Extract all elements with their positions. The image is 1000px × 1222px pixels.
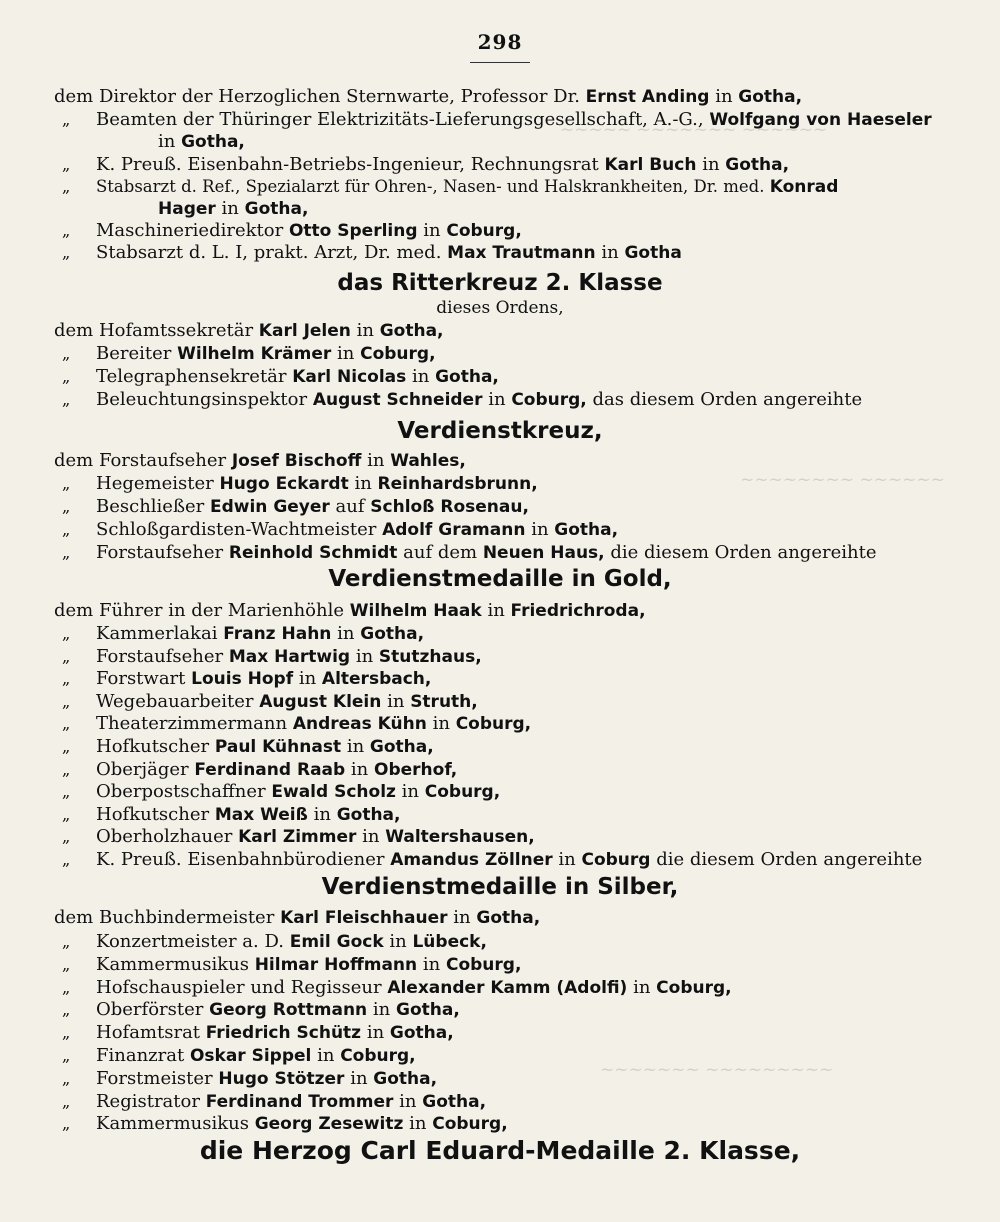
person-name: Reinhold Schmidt <box>228 543 398 563</box>
person-name: Ewald Scholz <box>271 782 396 803</box>
place-name: Coburg <box>581 850 651 870</box>
place-name: Coburg, <box>446 221 522 241</box>
place-name: Wahles, <box>390 451 466 471</box>
bleed-through-decoration: ~~~~~~~ ~~~~~~~~~ <box>600 1060 834 1080</box>
section-heading: das Ritterkreuz 2. Klasse <box>337 270 663 296</box>
place-name: Gotha <box>624 243 682 263</box>
entry-line: „ Hofkutscher Paul Kühnast in Gotha, <box>62 736 434 757</box>
entry-line: „ Kammermusikus Hilmar Hoffmann in Coburg, <box>62 953 522 975</box>
person-name: Paul Kühnast <box>214 737 342 757</box>
person-name: Karl Nicolas <box>292 367 407 387</box>
place-name: Gotha, <box>422 1091 487 1112</box>
entry-line: „ Konzertmeister a. D. Emil Gock in Lübeck, <box>62 931 487 952</box>
person-name: Wolfgang von Haeseler <box>709 110 932 130</box>
place-name: Gotha, <box>435 367 499 387</box>
entry-line: „ Kammerlakai Franz Hahn in Gotha, <box>62 623 425 644</box>
entry-line: „ Forstaufseher Reinhold Schmidt auf dem Neuen Haus, die diesem Orden angereihte <box>62 542 877 563</box>
place-name: Gotha, <box>369 737 434 757</box>
person-name: Otto Sperling <box>288 221 418 241</box>
place-name: Gotha, <box>738 87 803 107</box>
place-name: Gotha, <box>476 908 541 928</box>
person-name: Karl Buch <box>604 155 697 175</box>
entry-line: „ Registrator Ferdinand Trommer in Gotha, <box>62 1090 487 1112</box>
place-name: Coburg, <box>360 344 436 364</box>
person-name: Amandus Zöllner <box>390 850 553 870</box>
entry-line: „ Oberförster Georg Rottmann in Gotha, <box>62 999 460 1021</box>
entry-line: „ Hegemeister Hugo Eckardt in Reinhardsbrunn, <box>62 473 538 494</box>
place-name: Altersbach, <box>321 669 432 690</box>
place-name: Schloß Rosenau, <box>370 497 529 517</box>
person-name: Max Weiß <box>214 804 308 825</box>
person-name: Adolf Gramann <box>382 520 526 540</box>
place-name: Struth, <box>410 691 478 712</box>
entry-line: „ Bereiter Wilhelm Krämer in Coburg, <box>62 343 436 364</box>
entry-line: „ Beleuchtungsinspektor August Schneider in Coburg, das diesem Orden angereihte <box>62 389 863 410</box>
place-name: Friedrichroda, <box>510 601 646 621</box>
person-name: Hugo Eckardt <box>219 474 349 494</box>
place-name: Gotha, <box>336 804 401 825</box>
section-heading: die Herzog Carl Eduard-Medaille 2. Klasse, <box>199 1136 801 1165</box>
person-name: Karl Fleischhauer <box>280 908 448 928</box>
entry-line: dem Buchbindermeister Karl Fleischhauer in Gotha, <box>54 907 541 928</box>
entry-line: „ Finanzrat Oskar Sippel in Coburg, <box>62 1045 416 1066</box>
place-name: Coburg, <box>455 714 532 735</box>
person-name: Hager <box>158 199 216 219</box>
place-name: Gotha, <box>554 520 619 540</box>
section-heading: Verdienstmedaille in Gold, <box>328 566 672 592</box>
entry-line: „ Beamten der Thüringer Elektrizitäts-Lieferungsgesellschaft, A.-G., Wolfgang von Haeseler <box>62 109 932 130</box>
person-name: Hugo Stötzer <box>218 1068 345 1089</box>
place-name: Reinhardsbrunn, <box>377 474 538 494</box>
entry-line: „ Theaterzimmermann Andreas Kühn in Coburg, <box>62 713 532 735</box>
entry-line: „ Wegebauarbeiter August Klein in Struth, <box>62 690 478 712</box>
entry-line: dem Direktor der Herzoglichen Sternwarte, Professor Dr. Ernst Anding in Gotha, <box>54 86 803 107</box>
section-heading: Verdienstmedaille in Silber, <box>321 874 679 900</box>
person-name: Ernst Anding <box>585 87 710 107</box>
entry-line: „ Oberjäger Ferdinand Raab in Oberhof, <box>62 758 458 780</box>
entry-continuation: in Gotha, <box>158 131 245 152</box>
place-name: Oberhof, <box>374 759 458 780</box>
place-name: Neuen Haus, <box>482 543 605 563</box>
place-name: Gotha, <box>379 321 444 341</box>
person-name: Wilhelm Krämer <box>177 344 332 364</box>
place-name: Coburg, <box>340 1046 416 1066</box>
person-name: August Schneider <box>312 390 483 410</box>
entry-line: „ Maschineriedirektor Otto Sperling in Coburg, <box>62 220 522 241</box>
person-name: Josef Bischoff <box>231 451 362 471</box>
place-name: Lübeck, <box>412 932 487 952</box>
place-name: Gotha, <box>373 1068 438 1089</box>
person-name: Wilhelm Haak <box>349 601 482 621</box>
person-name: Emil Gock <box>289 932 384 952</box>
entry-line: „ Forstmeister Hugo Stötzer in Gotha, <box>62 1067 438 1089</box>
entry-line: „ Hofamtsrat Friedrich Schütz in Gotha, <box>62 1022 454 1044</box>
place-name: Waltershausen, <box>385 827 535 848</box>
person-name: Max Hartwig <box>228 646 351 667</box>
person-name: Karl Jelen <box>258 321 351 341</box>
person-name: Alexander Kamm (Adolfi) <box>387 977 628 998</box>
place-name: Gotha, <box>395 1000 460 1021</box>
person-name: Ferdinand Raab <box>194 759 346 780</box>
place-name: Coburg, <box>511 390 587 410</box>
entry-line: „ Oberholzhauer Karl Zimmer in Waltershausen, <box>62 826 535 848</box>
entry-line: „ Kammermusikus Georg Zesewitz in Coburg, <box>62 1113 508 1135</box>
bleed-through-decoration: ~~~~~ ~~~~~~~ ~~~~~~ <box>560 120 828 140</box>
entry-line: „ K. Preuß. Eisenbahnbürodiener Amandus Zöllner in Coburg die diesem Orden angereihte <box>62 849 923 870</box>
person-name: Andreas Kühn <box>292 714 427 735</box>
place-name: Coburg, <box>656 977 732 998</box>
section-subheading: dieses Ordens, <box>436 298 564 318</box>
person-name: Georg Zesewitz <box>254 1114 404 1135</box>
entry-line: „ Schloßgardisten-Wachtmeister Adolf Gramann in Gotha, <box>62 519 619 540</box>
place-name: Gotha, <box>181 132 245 152</box>
place-name: Stutzhaus, <box>378 646 482 667</box>
entry-line: dem Hofamtssekretär Karl Jelen in Gotha, <box>54 320 444 341</box>
person-name: Franz Hahn <box>223 624 332 644</box>
entry-continuation: Hager in Gotha, <box>158 198 309 219</box>
person-name: Karl Zimmer <box>238 827 357 848</box>
person-name: Friedrich Schütz <box>205 1023 362 1044</box>
person-name: Georg Rottmann <box>209 1000 368 1021</box>
place-name: Gotha, <box>725 155 790 175</box>
entry-line: „ Telegraphensekretär Karl Nicolas in Gotha, <box>62 366 499 387</box>
entry-line: „ Beschließer Edwin Geyer auf Schloß Rosenau, <box>62 496 529 517</box>
person-name: Konrad <box>769 177 839 197</box>
header-rule <box>470 62 530 63</box>
person-name: Oskar Sippel <box>189 1046 312 1066</box>
place-name: Coburg, <box>432 1114 508 1135</box>
entry-line: dem Forstaufseher Josef Bischoff in Wahles, <box>54 450 466 471</box>
place-name: Gotha, <box>360 624 425 644</box>
entry-line: „ Hofschauspieler und Regisseur Alexander Kamm (Adolfi) in Coburg, <box>62 976 732 998</box>
place-name: Gotha, <box>389 1023 454 1044</box>
place-name: Coburg, <box>445 954 522 975</box>
bleed-through-decoration: ~~~~~~~~ ~~~~~~ <box>740 470 945 490</box>
entry-line: dem Führer in der Marienhöhle Wilhelm Haak in Friedrichroda, <box>54 600 646 621</box>
entry-line: „ Stabsarzt d. L. I, prakt. Arzt, Dr. med. Max Trautmann in Gotha <box>62 242 682 263</box>
person-name: Ferdinand Trommer <box>205 1091 394 1112</box>
entry-line: „ K. Preuß. Eisenbahn-Betriebs-Ingenieur, Rechnungsrat Karl Buch in Gotha, <box>62 154 790 175</box>
entry-line: „ Forstaufseher Max Hartwig in Stutzhaus, <box>62 645 482 667</box>
person-name: Hilmar Hoffmann <box>254 954 418 975</box>
place-name: Coburg, <box>424 782 501 803</box>
entry-line: „ Stabsarzt d. Ref., Spezialarzt für Ohren-, Nasen- und Halskrankheiten, Dr. med. Konrad <box>62 177 839 197</box>
place-name: Gotha, <box>244 199 309 219</box>
section-heading: Verdienstkreuz, <box>397 418 603 444</box>
person-name: Louis Hopf <box>191 669 294 690</box>
entry-line: „ Forstwart Louis Hopf in Altersbach, <box>62 668 432 690</box>
person-name: August Klein <box>259 691 382 712</box>
person-name: Edwin Geyer <box>209 497 330 517</box>
person-name: Max Trautmann <box>447 243 596 263</box>
entry-line: „ Hofkutscher Max Weiß in Gotha, <box>62 803 401 825</box>
page-number: 298 <box>477 30 523 54</box>
entry-line: „ Oberpostschaffner Ewald Scholz in Coburg, <box>62 781 501 803</box>
